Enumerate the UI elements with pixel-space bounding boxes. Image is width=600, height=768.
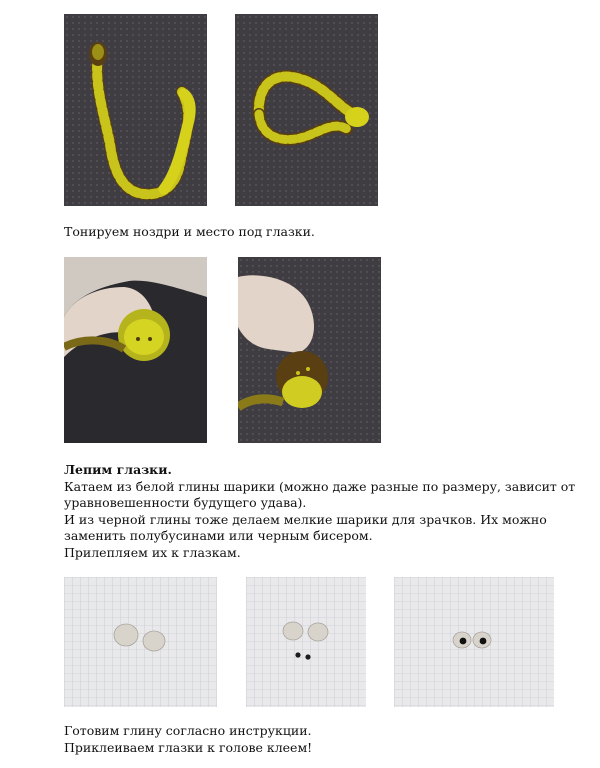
instructions-make-eyes <box>64 462 575 561</box>
photo-hand-holding-head-front <box>64 257 207 443</box>
paragraph-line: Готовим глину согласно инструкции. <box>64 723 312 738</box>
photo-hand-holding-head-side <box>238 257 381 443</box>
paragraph-line: Приклеиваем глазки к голове клеем! <box>64 739 313 755</box>
paragraph-line: уравновешенности будущего удава). <box>64 495 307 510</box>
paragraph-line: И из черной глины тоже делаем мелкие шарики для зрачков. Их можно <box>64 511 547 527</box>
section-heading: Лепим глазки. <box>64 462 172 477</box>
paragraph-line: заменить полубусинами или черным бисером. <box>64 528 373 543</box>
photo-snake-body-straight <box>64 14 207 206</box>
paragraph-line: Катаем из белой глины шарики (можно даже разные по размеру, зависит от <box>64 478 576 494</box>
instructions-glue-eyes <box>64 723 312 756</box>
photo-finished-eyes <box>394 577 554 707</box>
photo-white-clay-balls <box>64 577 217 707</box>
paragraph-line: Прилепляем их к глазкам. <box>64 544 241 560</box>
photo-snake-body-coiled <box>235 14 378 206</box>
photo-clay-balls-with-pupils <box>246 577 366 707</box>
caption-tint-nostrils: Тонируем ноздри и место под глазки. <box>64 224 315 239</box>
